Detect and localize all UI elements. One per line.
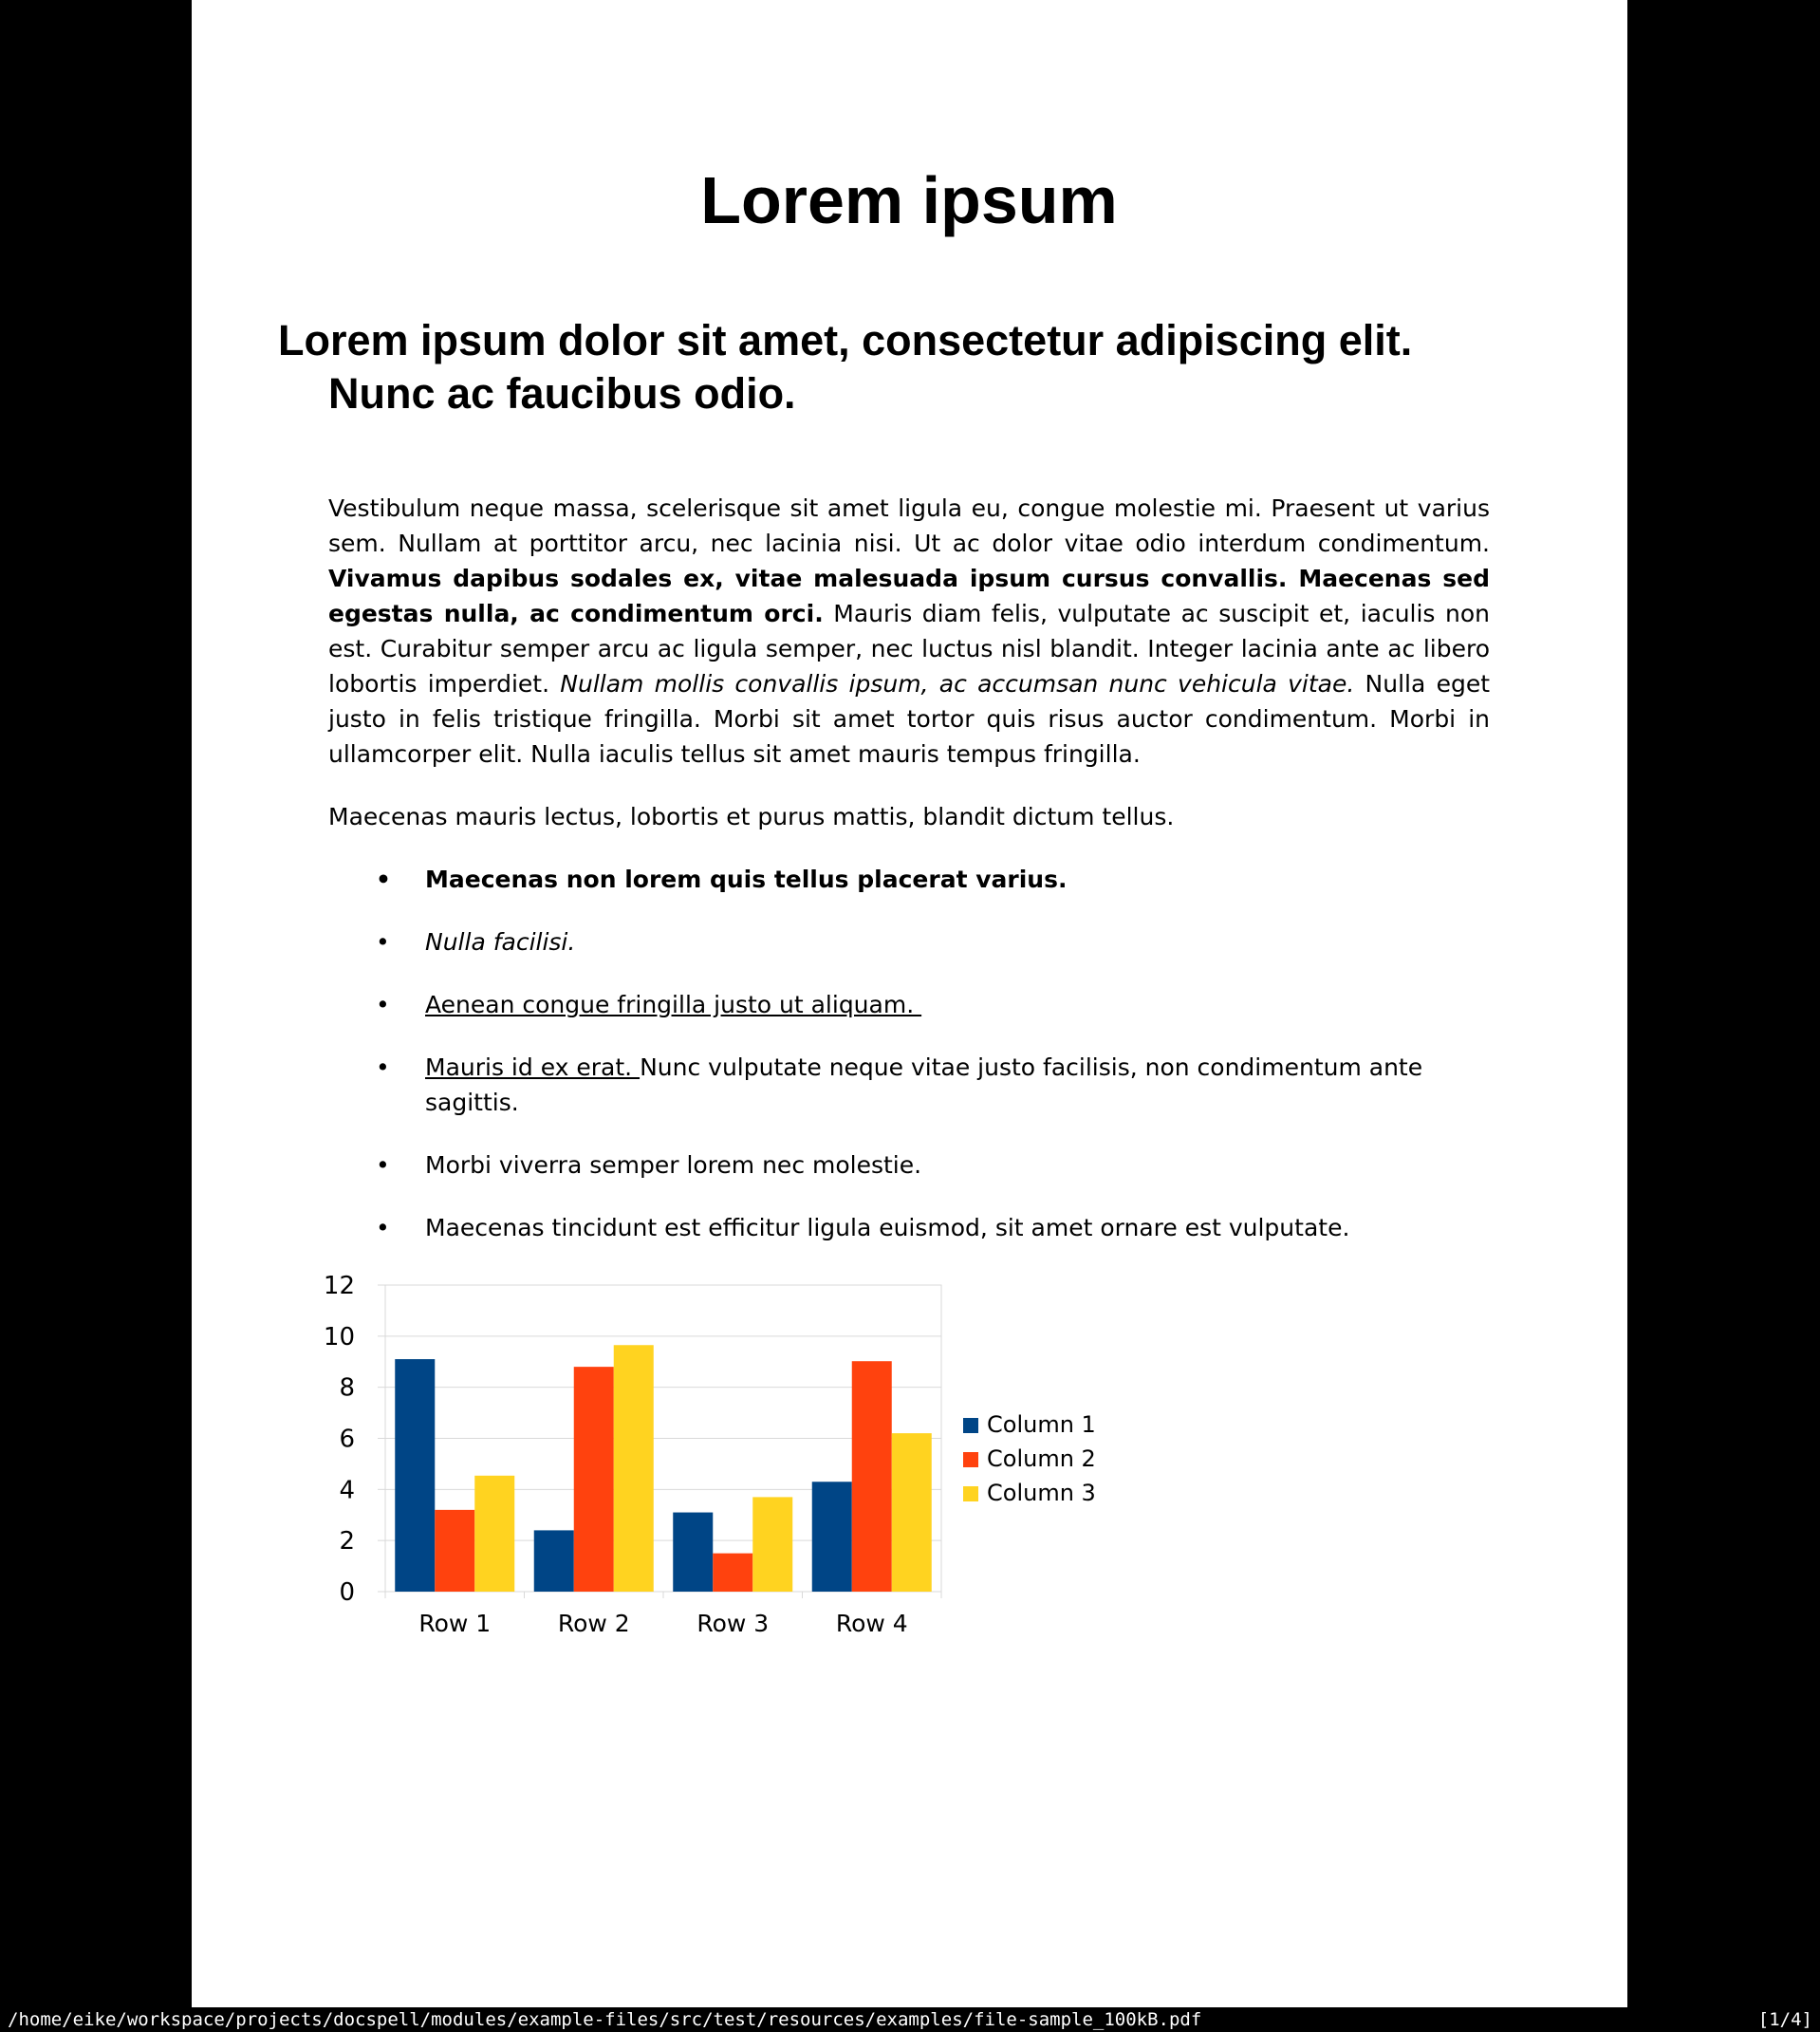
legend-swatch [963,1418,978,1433]
legend-swatch [963,1486,978,1501]
paragraph-1-italic: Nullam mollis convallis ipsum, ac accumsan nunc vehicula vitae. [560,670,1355,698]
paragraph-2: Maecenas mauris lectus, lobortis et purus mattis, blandit dictum tellus. [328,803,1175,830]
x-category-label: Row 3 [696,1610,770,1637]
bar-row-1-column-1 [395,1359,435,1592]
bar-row-3-column-3 [752,1497,792,1592]
paragraph-1 [328,491,1490,772]
bullet-item-5: • Morbi viverra semper lorem nec molestie. [425,1147,1490,1183]
bar-row-4-column-2 [852,1361,892,1592]
bullet-item-4-underlined: Mauris id ex erat. [425,1053,641,1081]
bar-row-1-column-2 [435,1510,474,1592]
legend-label: Column 1 [987,1411,1096,1438]
legend-label: Column 3 [987,1480,1096,1506]
legend-swatch [963,1452,978,1467]
y-tick-label: 12 [323,1273,355,1300]
bar-row-2-column-1 [534,1530,574,1592]
document-content [192,161,1627,1656]
bar-row-4-column-3 [892,1433,932,1592]
statusbar-file-path: /home/eike/workspace/projects/docspell/modules/example-files/src/test/resources/examples/file-sample_100kB.pdf [8,2009,1202,2030]
bar-row-4-column-1 [812,1482,852,1592]
bar-row-2-column-2 [574,1367,614,1592]
bullet-item-6: • Maecenas tincidunt est efficitur ligula euismod, sit amet ornare est vulputate. [425,1210,1490,1245]
bullet-item-4 [425,1050,1490,1120]
bullet-item-4-rest: Nunc vulputate neque vitae justo facilisis, non condimentum ante sagittis. [425,1053,1423,1116]
bullet-item-3 [425,987,1490,1022]
paragraph-1-bold: Vivamus dapibus sodales ex, vitae malesuada ipsum cursus convallis. Maecenas sed egestas nulla, ac condimentum orci. [328,565,1490,627]
bullet-item-2: • Nulla facilisi. [425,924,1490,960]
document-page[interactable] [192,0,1627,2007]
bar-chart [321,1273,1490,1656]
bar-row-1-column-3 [474,1476,514,1592]
bullet-item-3-underlined: Aenean congue fringilla justo ut aliquam. [425,991,922,1018]
x-category-label: Row 4 [835,1610,908,1637]
bar-chart-svg [321,1273,1108,1652]
x-category-label: Row 1 [418,1610,492,1637]
legend-label: Column 2 [987,1445,1096,1472]
y-tick-label: 2 [339,1527,355,1557]
paragraph-1-normal-1: Vestibulum neque massa, scelerisque sit amet ligula eu, congue molestie mi. Praesent ut varius sem. Nullam at porttitor arcu, nec lacinia nisi. Ut ac dolor vitae odio interdum condimentum. [328,494,1490,557]
bar-row-2-column-3 [614,1345,654,1592]
heading-line-2: Nunc ac faucibus odio. [328,369,796,418]
paragraph-1-normal-2: Mauris diam felis, vulputate ac suscipit et, iaculis non est. Curabitur semper arcu ac ligula semper, nec luctus nisl blandit. Integer lacinia ante ac libero lobortis imperdiet. [328,600,1491,698]
x-category-label: Row 2 [557,1610,630,1637]
document-title: Lorem ipsum [700,163,1118,237]
bar-row-3-column-2 [713,1554,752,1592]
paragraph-1-normal-3: Nulla eget justo in felis tristique fringilla. Morbi sit amet tortor quis risus auctor condimentum. Morbi in ullamcorper elit. Nulla iaculis tellus sit amet mauris tempus fringilla. [328,670,1490,768]
document-heading [278,314,1490,420]
y-tick-label: 0 [339,1578,355,1607]
y-tick-label: 4 [339,1476,355,1505]
bar-row-3-column-1 [673,1513,713,1592]
statusbar-page-indicator: [1/4] [1757,2009,1812,2030]
heading-line-1: Lorem ipsum dolor sit amet, consectetur adipiscing elit. [278,316,1413,364]
bullet-item-1: • Maecenas non lorem quis tellus placerat varius. [425,862,1490,897]
y-tick-label: 8 [339,1373,355,1403]
bullet-list [328,862,1490,1245]
y-tick-label: 6 [339,1425,355,1454]
viewer-statusbar [0,2007,1820,2032]
y-tick-label: 10 [323,1322,355,1352]
